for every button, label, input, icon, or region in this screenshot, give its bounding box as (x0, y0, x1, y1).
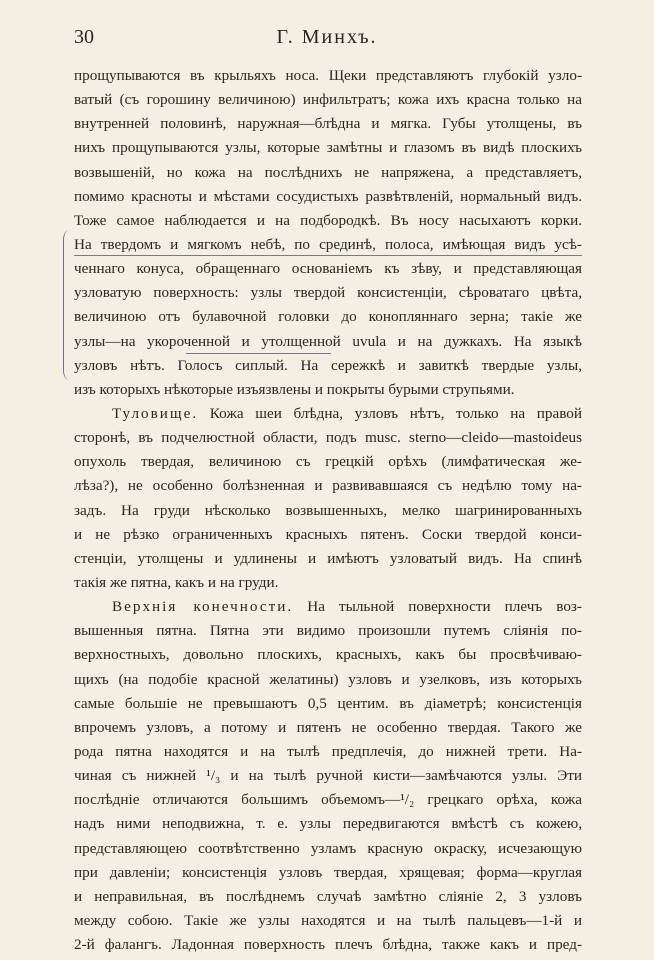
text-line: внутренней половинѣ, наружная—блѣдна и мягка. Губы утолщены, въ (74, 115, 582, 133)
text-line: сторонѣ, въ подчелюстной области, подъ musc. sterno—cleido—mastoideus (74, 429, 582, 447)
text-line: лѣза?), не особенно болѣзненная и развивавшаяся съ недѣлю тому на- (74, 477, 582, 495)
text-line: помимо красноты и мѣстами сосудистыхъ развѣтвленій, нормальный видъ. (74, 187, 582, 205)
text-line: послѣдніе отличаются большимъ объемомъ—¹/₂ грецкаго орѣха, кожа (74, 791, 582, 809)
text-line: вышенныя пятна. Пятна эти видимо произошли путемъ сліянія по- (74, 622, 582, 640)
section-lead: Верхнія конечности. (112, 598, 294, 616)
text-line: представляющею соотвѣтственно узламъ красную окраску, исчезающую (74, 839, 582, 857)
paragraph-upper-limbs (74, 595, 582, 957)
text-line: стенціи, утолщены и удлинены и имѣютъ узловатый видъ. На спинѣ (74, 549, 582, 567)
page-number: 30 (74, 26, 94, 48)
text-line (74, 595, 582, 619)
text-line: ченнаго конуса, обращеннаго основаніемъ къ зѣву, и представляющая (74, 260, 582, 278)
text-line: верхностныхъ, довольно плоскихъ, красныхъ, какъ бы просвѣчиваю- (74, 646, 582, 664)
text-line: впрочемъ узловъ, а потому и пятенъ не особенно твердая. Такого же (74, 718, 582, 736)
text-line: изъ которыхъ нѣкоторые изъязвлены и покрыты бурыми струпьями. (74, 380, 515, 398)
text-line: и неправильная, въ послѣднемъ случаѣ замѣтно сліяніе 2, 3 узловъ (74, 887, 582, 905)
paragraph-face (74, 64, 582, 402)
text-line: между собою. Такіе же узлы находятся и на тылѣ пальцевъ—1-й и (74, 911, 582, 929)
text-line: самые большіе не превышаютъ 0,5 центим. въ діаметрѣ; консистенція (74, 694, 582, 712)
text-line: величиною отъ булавочной головки до конопляннаго зерна; такіе же (74, 308, 582, 326)
page-header (0, 26, 654, 56)
text-line: ватый (съ горошину величиною) инфильтратъ; кожа ихъ красна только на (74, 91, 582, 109)
text-run: На тыльной поверхности плечъ воз- (293, 598, 582, 616)
text-line: чиная съ нижней ¹/₃ и на тылѣ ручной кисти—замѣчаются узлы. Эти (74, 767, 582, 785)
body-text (74, 64, 582, 957)
text-line: прощупываются въ крыльяхъ носа. Щеки представляютъ глубокій узло- (74, 67, 582, 84)
text-line: и не рѣзко ограниченныхъ красныхъ пятенъ. Соски твердой конси- (74, 525, 582, 543)
text-line: узлы—на укороченной и утолщенной uvula и на дужкахъ. На языкѣ (74, 332, 582, 350)
text-line: задъ. На груди нѣсколько возвышенныхъ, мелко шагринированныхъ (74, 501, 582, 519)
section-lead: Туловище. (112, 404, 199, 422)
running-title: Г. Минхъ. (276, 26, 378, 48)
text-line: щихъ (на подобіе красной желатины) узловъ и узелковъ, изъ которыхъ (74, 670, 582, 688)
text-line: рода пятна находятся и на тылѣ предплечія, до нижней трети. На- (74, 742, 582, 760)
text-run: Кожа шеи блѣдна, узловъ нѣтъ, только на правой (198, 404, 582, 422)
text-line: возвышеній, но кожа на послѣднихъ не напряжена, а представляетъ, (74, 163, 582, 181)
text-line: нихъ прощупываются узлы, которые замѣтны и глазомъ въ видѣ плоскихъ (74, 139, 582, 157)
text-line: 2-й фалангъ. Ладонная поверхность плечъ блѣдна, также какъ и пред- (74, 936, 582, 954)
text-line: На твердомъ и мягкомъ небѣ, по срединѣ, полоса, имѣющая видъ усѣ- (74, 235, 582, 253)
pencil-margin-bracket (63, 230, 74, 380)
paragraph-torso (74, 402, 582, 595)
text-line: Тоже самое наблюдается и на подбородкѣ. Въ носу насыхаютъ корки. (74, 211, 582, 229)
text-line (74, 402, 582, 426)
text-line: надъ ними неподвижна, т. е. узлы передвигаются вмѣстѣ съ кожею, (74, 815, 582, 833)
text-line: узловатую поверхность: узлы твердой консистенціи, сѣроватаго цвѣта, (74, 284, 582, 302)
text-line: узловъ нѣтъ. Голосъ сиплый. На сережкѣ и завиткѣ твердые узлы, (74, 356, 582, 374)
text-line: при давленіи; консистенція узловъ твердая, хрящевая; форма—круглая (74, 863, 582, 881)
text-line: опухоль твердая, величиною съ грецкій орѣхъ (лимфатическая же- (74, 453, 582, 471)
text-line: такія же пятна, какъ и на груди. (74, 573, 279, 591)
